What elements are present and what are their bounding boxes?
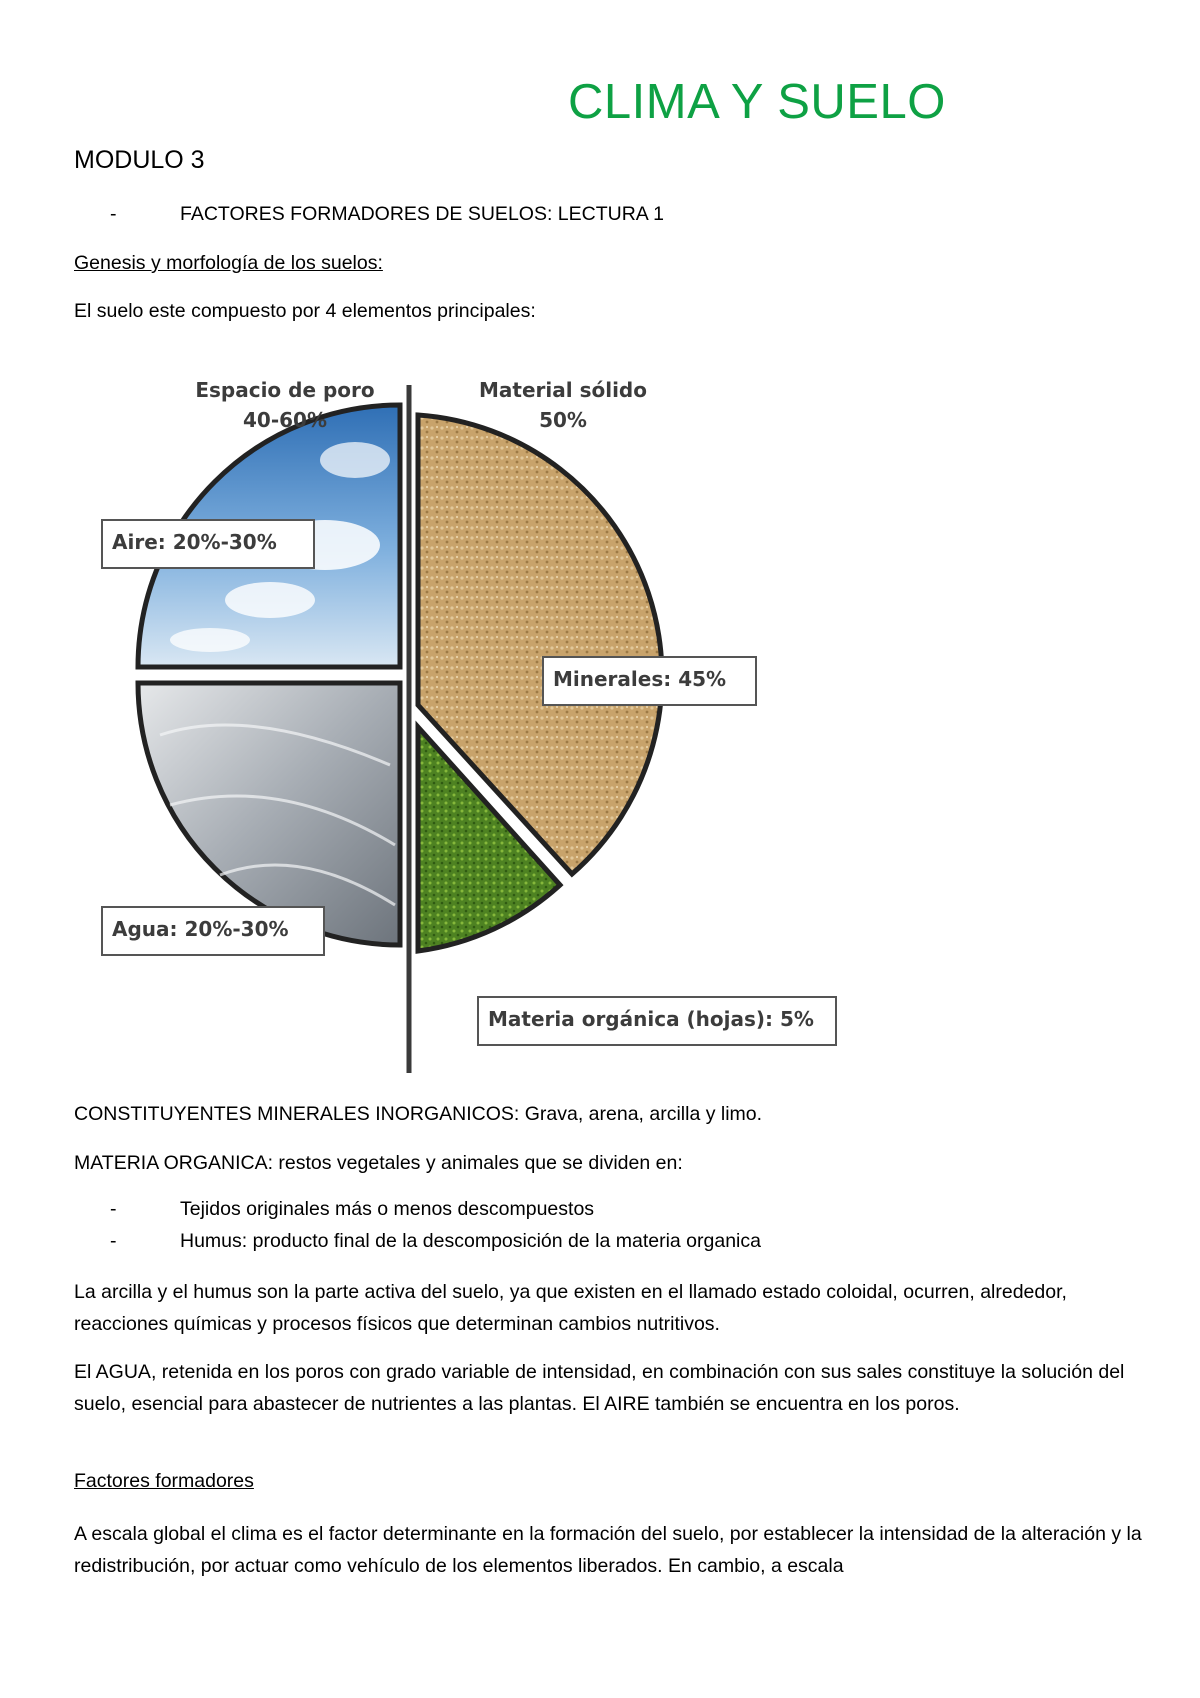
module-heading: MODULO 3 [74, 146, 205, 174]
list-item [110, 1230, 761, 1253]
pie-chart-svg [100, 385, 900, 1075]
paragraph-factores: A escala global el clima es el factor determinante en la formación del suelo, por establecer la intensidad de la alteración y la redistribución, por actuar como vehículo de los elementos liberados. En cambio, a escala [74, 1523, 1142, 1577]
list-dash: - [110, 203, 117, 225]
intro-text: El suelo este compuesto por 4 elementos principales: [74, 300, 536, 322]
materia-line: MATERIA ORGANICA: restos vegetales y animales que se dividen en: [74, 1152, 683, 1174]
group-label-solido-value: 50% [539, 408, 587, 432]
minerales-line: CONSTITUYENTES MINERALES INORGANICOS: Grava, arena, arcilla y limo. [74, 1103, 763, 1125]
group-label-poro-value: 40-60% [242, 408, 327, 432]
list-dash: - [110, 1230, 117, 1252]
document-title: CLIMA Y SUELO [568, 75, 946, 129]
group-label-solido-name: Material sólido [479, 378, 647, 402]
section-heading-text: FACTORES FORMADORES DE SUELOS: LECTURA 1 [180, 203, 664, 225]
group-label-poro-name: Espacio de poro [195, 378, 375, 402]
soil-composition-chart [100, 378, 900, 1075]
factores-heading: Factores formadores [74, 1470, 254, 1492]
slice-label-minerales: Minerales: 45% [553, 667, 727, 691]
group-label-solido [438, 375, 688, 435]
list-item-text: Tejidos originales más o menos descompuestos [180, 1198, 595, 1220]
list-item [110, 1198, 594, 1221]
paragraph-arcilla: La arcilla y el humus son la parte activa del suelo, ya que existen en el llamado estado coloidal, ocurren, alrededor, reacciones químicas y procesos físicos que determinan cambios nutritivos. [74, 1281, 1067, 1335]
list-item-text: Humus: producto final de la descomposición de la materia organica [180, 1230, 761, 1252]
slice-label-agua: Agua: 20%-30% [112, 917, 289, 941]
group-label-poro [160, 375, 410, 435]
slice-agua [138, 683, 400, 945]
section-heading [110, 203, 664, 226]
slice-label-aire: Aire: 20%-30% [112, 530, 277, 554]
slice-label-materia: Materia orgánica (hojas): 5% [488, 1007, 814, 1031]
list-dash: - [110, 1198, 117, 1220]
paragraph-agua: El AGUA, retenida en los poros con grado variable de intensidad, en combinación con sus sales constituye la solución del suelo, esencial para abastecer de nutrientes a las plantas. El AIRE también se encuentra en los poros. [74, 1361, 1125, 1415]
subheading: Genesis y morfología de los suelos: [74, 252, 383, 274]
